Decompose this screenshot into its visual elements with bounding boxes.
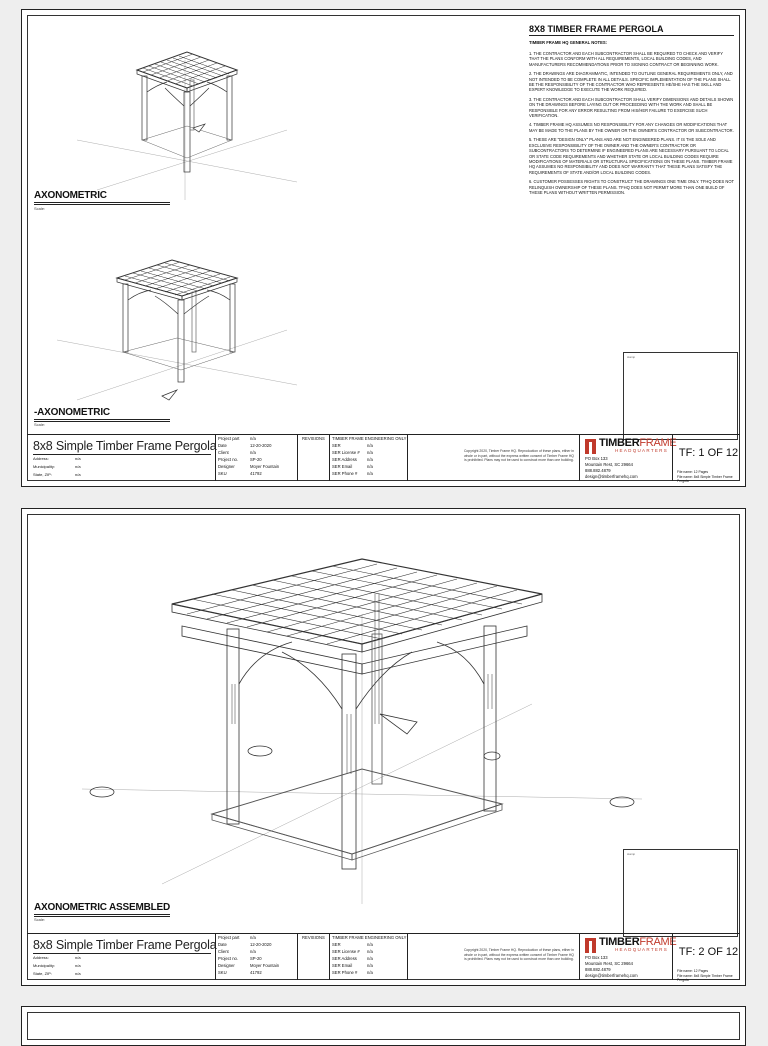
client-label: Client — [218, 450, 229, 455]
project-no-value: SP-20 — [250, 956, 262, 961]
scale-label: Scale: — [34, 206, 46, 211]
municipality-label: Municipality: — [33, 963, 56, 968]
address-line: PO Box 133 — [585, 456, 608, 461]
engineering-header: TIMBER FRAME ENGINEERING ONLY — [332, 436, 407, 441]
ser-license-value: n/a — [367, 450, 373, 455]
note-item: 3. THE CONTRACTOR AND EACH SUBCONTRACTOR SHALL VERIFY DIMENSIONS AND DETAILS SHOWN ON THE DRAWINGS BEFORE LAYING OUT OR PROCEEDING WITH THE WORK AND SHALL BE RESPONSIBLE FOR ANY ERROR RESULTING FROM HIS/HER FAILURE TO EXERCISE SUCH VERIFICATION. — [529, 96, 734, 119]
view-label-axonometric-assembled: AXONOMETRIC ASSEMBLED — [34, 902, 170, 913]
title-block-title: 8x8 Simple Timber Frame Pergola — [33, 439, 217, 453]
state-label: State, ZIP: — [33, 971, 52, 976]
address-label: Address: — [33, 955, 49, 960]
ser-value: n/a — [367, 443, 373, 448]
state-value: n/a — [75, 971, 81, 976]
ser-phone-label: SER Phone # — [332, 471, 358, 476]
sku-label: SKU — [218, 471, 227, 476]
project-no-value: SP-20 — [250, 457, 262, 462]
note-item: 4. TIMBER FRAME HQ ASSUMES NO RESPONSIBILITY FOR ANY CHANGES OR MODIFICATIONS THAT MAY BE MADE TO THE PLANS BY THE OWNER OR THE OWNER'S CONTRACTOR OR SUBCONTRACTOR. — [529, 122, 734, 133]
ser-value: n/a — [367, 942, 373, 947]
state-label: State, ZIP: — [33, 472, 52, 477]
view-label-underline — [34, 914, 170, 917]
sku-value: 41792 — [250, 970, 262, 975]
drawing-sheet-2 — [21, 508, 746, 986]
address-line: Mountain Rest, SC 29664 — [585, 462, 633, 467]
stamp-label: stamp — [627, 852, 636, 856]
date-value: 12-20-2020 — [250, 443, 272, 448]
logo-text: TIMBERFRAME — [599, 437, 677, 449]
ser-email-value: n/a — [367, 963, 373, 968]
ser-phone-label: SER Phone # — [332, 970, 358, 975]
logo-mark-icon — [585, 439, 596, 454]
copyright-notice: Copyright 2020, Timber Frame HQ. Reproduction of these plans, either in whole or in part, without the express written consent of Timber Frame HQ is prohibited. Plans may not be used to construct more than one building. — [463, 948, 575, 962]
address-line: Mountain Rest, SC 29664 — [585, 961, 633, 966]
ser-email-label: SER Email — [332, 464, 353, 469]
address-line: PO Box 133 — [585, 955, 608, 960]
sheet-number: TF: 2 OF 12 — [678, 945, 739, 958]
sheet-border — [27, 1012, 740, 1040]
engineering-header: TIMBER FRAME ENGINEERING ONLY — [332, 935, 407, 940]
axonometric-assembled-drawing — [62, 534, 662, 914]
file-name-row: File name: 8x8 Simple Timber Frame Pergola — [677, 475, 733, 483]
stamp-box — [623, 352, 738, 440]
ser-address-value: n/a — [367, 457, 373, 462]
scale-label: Scale: — [34, 917, 46, 922]
note-item: 2. THE DRAWINGS ARE DIAGRAMMATIC, INTENDED TO OUTLINE GENERAL REQUIREMENTS ONLY, AND NOT INTENDED TO BE COMPLETE IN ALL DETAILS. SPECIFIC IMPLEMENTATION OF THE PLANS SHALL BE THE RESPONSIBILITY OF THE CONTRACTOR WHO REPRESENTS HE/SHE HAS THE SKILL AND EXPERT KNOWLEDGE TO EXECUTE THE WORK REQUIRED. — [529, 71, 733, 93]
view-label-reverse-axonometric: -AXONOMETRIC — [34, 407, 110, 418]
address-label: Address: — [33, 456, 49, 461]
ser-address-label: SER Address — [332, 457, 357, 462]
address-line: 888.882.4879 — [585, 468, 611, 473]
date-label: Date — [218, 443, 227, 448]
stamp-label: stamp — [627, 355, 636, 359]
title-block — [27, 434, 740, 481]
file-name-row: File name: 8x8 Simple Timber Frame Pergola — [677, 974, 733, 982]
reverse-axonometric-drawing — [47, 250, 307, 410]
note-item: 1. THE CONTRACTOR AND EACH SUBCONTRACTOR SHALL BE REQUIRED TO CHECK AND VERIFY THAT THE PLANS CONFORM WITH ALL REQUIREMENTS, LOCAL BUILDING CODES, AND MANUFACTURERS RECOMMENDATIONS PRIOR TO SIGNING CONTRACT OR BEGINNING WORK. — [529, 51, 723, 67]
designer-label: Designer — [218, 464, 235, 469]
stamp-box — [623, 849, 738, 937]
ser-email-value: n/a — [367, 464, 373, 469]
general-notes — [529, 24, 734, 199]
designer-label: Designer — [218, 963, 235, 968]
drawing-sheet-3-partial — [21, 1006, 746, 1046]
ser-email-label: SER Email — [332, 963, 353, 968]
view-label-axonometric: AXONOMETRIC — [34, 190, 107, 201]
ser-address-value: n/a — [367, 956, 373, 961]
date-value: 12-20-2020 — [250, 942, 272, 947]
email-line: design@timberframehq.com — [585, 474, 638, 479]
project-part-value: n/a — [250, 935, 256, 940]
ser-license-value: n/a — [367, 949, 373, 954]
ser-license-label: SER License # — [332, 450, 360, 455]
sku-label: SKU — [218, 970, 227, 975]
revisions-label: REVISIONS — [302, 436, 325, 441]
ser-label: SER — [332, 443, 341, 448]
ser-phone-value: n/a — [367, 471, 373, 476]
project-part-label: Project part — [218, 935, 240, 940]
copyright-notice: Copyright 2020, Timber Frame HQ. Reproduction of these plans, either in whole or in part, without the express written consent of Timber Frame HQ is prohibited. Plans may not be used to construct more than one building. — [463, 449, 575, 463]
view-label-underline — [34, 202, 170, 205]
logo-text: TIMBERFRAME — [599, 936, 677, 948]
timberframe-logo — [585, 935, 681, 955]
notes-title: 8X8 TIMBER FRAME PERGOLA — [529, 24, 734, 36]
sku-value: 41792 — [250, 471, 262, 476]
state-value: n/a — [75, 472, 81, 477]
client-value: n/a — [250, 450, 256, 455]
ser-address-label: SER Address — [332, 956, 357, 961]
project-no-label: Project no. — [218, 457, 239, 462]
address-line: 888.882.4879 — [585, 967, 611, 972]
title-block-title: 8x8 Simple Timber Frame Pergola — [33, 938, 217, 952]
ser-license-label: SER License # — [332, 949, 360, 954]
note-item: 6. CUSTOMER POSSESSES RIGHTS TO CONSTRUCT THE DRAWINGS ONE TIME ONLY. TFHQ DOES NOT RELINQUISH OWNERSHIP OF THESE PLANS. TFHQ DOES NOT PERMIT MORE THAN ONE BUILD OF THESE PLANS WITHOUT WRITTEN PERMISSION. — [529, 179, 734, 195]
view-label-underline — [34, 419, 170, 422]
scale-label: Scale: — [34, 422, 46, 427]
municipality-value: n/a — [75, 464, 81, 469]
ser-phone-value: n/a — [367, 970, 373, 975]
revisions-label: REVISIONS — [302, 935, 325, 940]
designer-value: Moyer Fountain — [250, 963, 280, 968]
municipality-value: n/a — [75, 963, 81, 968]
ser-label: SER — [332, 942, 341, 947]
address-value: n/a — [75, 955, 81, 960]
sheet-number: TF: 1 OF 12 — [678, 446, 739, 459]
pages-row: File name: 12 Pages — [677, 969, 709, 973]
logo-subtitle: HEADQUARTERS — [615, 947, 669, 952]
date-label: Date — [218, 942, 227, 947]
project-no-label: Project no. — [218, 956, 239, 961]
designer-value: Moyer Fountain — [250, 464, 280, 469]
logo-subtitle: HEADQUARTERS — [615, 448, 669, 453]
project-part-label: Project part — [218, 436, 240, 441]
municipality-label: Municipality: — [33, 464, 56, 469]
drawing-sheet-1 — [21, 9, 746, 487]
client-label: Client — [218, 949, 229, 954]
title-block — [27, 933, 740, 980]
logo-mark-icon — [585, 938, 596, 953]
axonometric-drawing — [67, 40, 307, 200]
client-value: n/a — [250, 949, 256, 954]
note-item: 5. THESE ARE "DESIGN ONLY" PLANS AND ARE NOT ENGINEERED PLANS. IT IS THE SOLE AND EXCLUSIVE RESPONSIBILITY OF THE OWNER AND THE OWNER'S CONTRACTOR OR SUBCONTRACTORS TO DETERMINE IF ENGINEERED PLANS ARE NECESSARY PURSUANT TO LOCAL OR STATE CODE REQUIREMENTS AND WHETHER STATE OR LOCAL BUILDING CODES REQUIRE MODIFICATIONS OF MATERIALS OR STRUCTURAL SPECIFICATIONS ON THESE PLANS. TIMBER FRAME HQ ASSUMES NO RESPONSIBILITY AND DOES NOT WARRANTY THAT THESE PLANS SATISFY THE REQUIREMENTS OF STATE AND/OR LOCAL BUILDING CODES. — [529, 137, 733, 175]
address-value: n/a — [75, 456, 81, 461]
title-underline — [33, 953, 211, 954]
email-line: design@timberframehq.com — [585, 973, 638, 978]
project-part-value: n/a — [250, 436, 256, 441]
timberframe-logo — [585, 436, 681, 456]
pages-row: File name: 12 Pages — [677, 470, 709, 474]
title-underline — [33, 454, 211, 455]
notes-subtitle: TIMBER FRAME HQ GENERAL NOTES: — [529, 40, 608, 45]
